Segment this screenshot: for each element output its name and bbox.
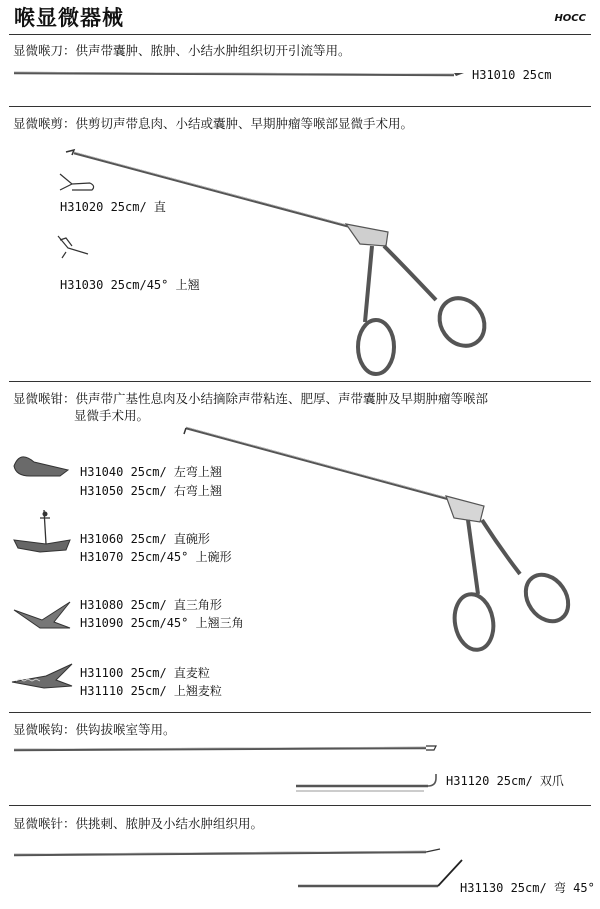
product-code: H31090 25cm/45° 上翘三角: [80, 616, 244, 630]
catalog-title: 喉显微器械: [14, 6, 124, 30]
laryngeal-needle-icon: [14, 849, 440, 855]
product-code: H31070 25cm/45° 上碗形: [80, 550, 232, 564]
hook-detail-icon: [296, 774, 436, 791]
divider: [9, 381, 591, 382]
forceps-tip-grain-icon: [12, 664, 72, 688]
brand-mark: HOCC: [554, 13, 586, 24]
needle-detail-icon: [298, 860, 462, 886]
product-code: H31040 25cm/ 左弯上翘: [80, 465, 222, 479]
product-code: H31010 25cm: [472, 68, 552, 82]
section-heading-hook: 显微喉钩：供钩拔喉室等用。: [13, 722, 176, 737]
scissors-tip-angled-icon: [58, 236, 88, 258]
divider: [9, 712, 591, 713]
forceps-tip-cup-icon: [14, 510, 70, 552]
forceps-tip-curved-icon: [14, 457, 68, 476]
product-code: H31120 25cm/ 双爪: [446, 774, 564, 788]
laryngeal-knife-icon: [14, 72, 464, 76]
product-code: H31080 25cm/ 直三角形: [80, 598, 222, 612]
product-code: H31020 25cm/ 直: [60, 200, 166, 214]
scissors-tip-straight-icon: [60, 174, 94, 190]
section-heading-scissors: 显微喉剪：供剪切声带息肉、小结或囊肿、早期肿瘤等喉部显微手术用。: [13, 116, 414, 131]
forceps-tip-triangle-icon: [14, 602, 70, 628]
section-heading-forceps-cont: 显微手术用。: [74, 408, 150, 423]
section-heading-needle: 显微喉针：供挑刺、脓肿及小结水肿组织用。: [13, 816, 264, 831]
product-code: H31130 25cm/ 弯 45°: [460, 881, 595, 895]
product-code: H31030 25cm/45° 上翘: [60, 278, 200, 292]
section-heading-knife: 显微喉刀：供声带囊肿、脓肿、小结水肿组织切开引流等用。: [13, 43, 351, 58]
laryngeal-hook-icon: [14, 746, 436, 750]
product-code: H31100 25cm/ 直麦粒: [80, 666, 210, 680]
divider: [9, 106, 591, 107]
product-code: H31050 25cm/ 右弯上翘: [80, 484, 222, 498]
section-heading-forceps: 显微喉钳：供声带广基性息肉及小结摘除声带粘连、肥厚、声带囊肿及早期肿瘤等喉部: [13, 391, 489, 406]
product-code: H31060 25cm/ 直碗形: [80, 532, 210, 546]
laryngeal-scissors-icon: [66, 150, 494, 374]
product-code: H31110 25cm/ 上翘麦粒: [80, 684, 222, 698]
divider: [9, 805, 591, 806]
